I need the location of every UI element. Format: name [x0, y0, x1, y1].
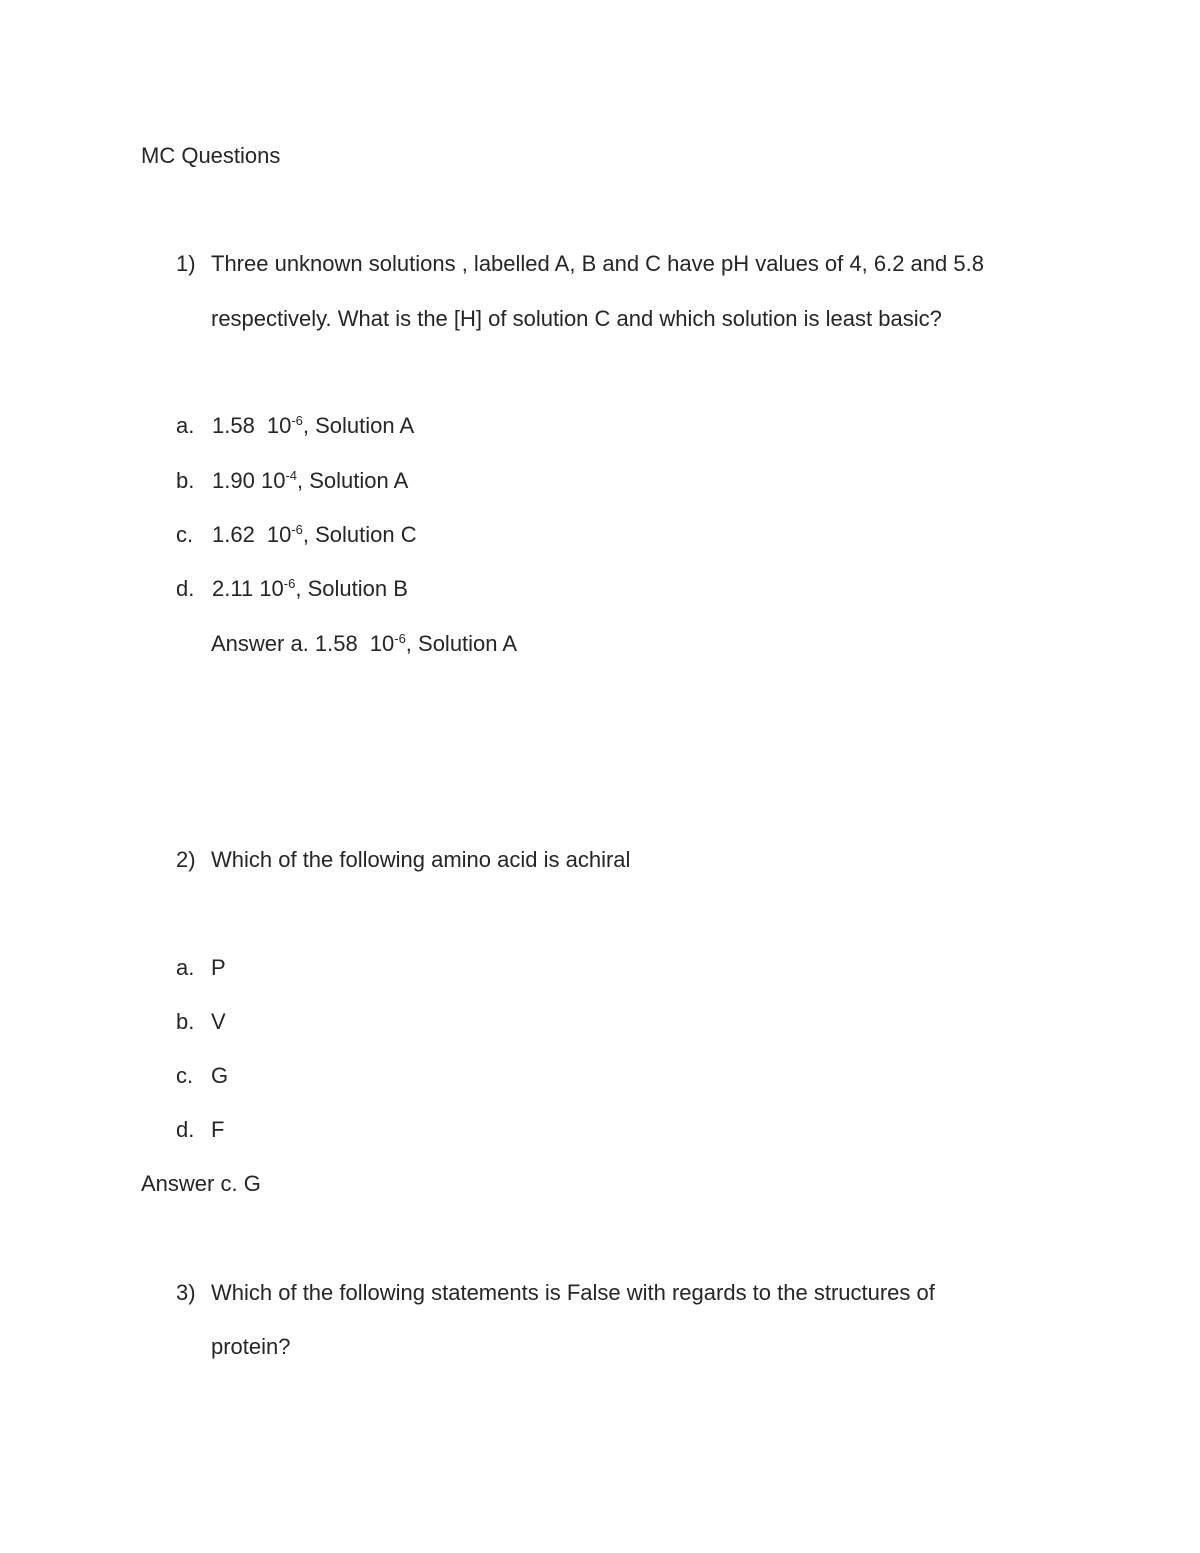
- question-text: protein?: [211, 1334, 291, 1359]
- option-rest: , Solution A: [297, 468, 409, 493]
- option-text: F: [211, 1117, 225, 1142]
- option-text: [212, 468, 408, 497]
- question-text: respectively. What is the [H] of solution C and which solution is least basic?: [211, 306, 942, 331]
- answer-rest: , Solution A: [405, 631, 518, 656]
- option-letter: a.: [176, 413, 195, 438]
- option-mantissa: 2.11: [212, 576, 254, 601]
- answer-line: Answer c. G: [141, 1171, 261, 1196]
- answer-line: [211, 631, 517, 660]
- question-text: Three unknown solutions , labelled A, B and C have pH values of 4, 6.2 and 5.8: [211, 251, 984, 276]
- option-base: 10: [259, 576, 284, 601]
- option-text: G: [211, 1063, 229, 1088]
- option-exponent: -4: [285, 468, 297, 483]
- question-text: Which of the following statements is False with regards to the structures of: [211, 1280, 935, 1305]
- question-number: 2): [176, 847, 196, 872]
- answer-base: 10: [369, 631, 395, 656]
- option-base: 10: [260, 468, 286, 493]
- option-letter: d.: [176, 1117, 195, 1142]
- option-text: [212, 576, 408, 605]
- question-number: 3): [176, 1280, 196, 1305]
- option-text: [212, 522, 417, 551]
- option-text: P: [211, 955, 226, 980]
- option-letter: a.: [176, 955, 195, 980]
- option-base: 10: [266, 413, 292, 438]
- option-mantissa: 1.58: [212, 413, 255, 438]
- option-text: [212, 413, 414, 442]
- option-letter: b.: [176, 1009, 195, 1034]
- question-number: 1): [176, 251, 196, 276]
- option-letter: c.: [176, 1063, 194, 1088]
- answer-prefix: Answer a. 1.58: [211, 631, 358, 656]
- option-rest: , Solution B: [295, 576, 408, 601]
- option-exponent: -6: [283, 576, 296, 591]
- option-rest: , Solution C: [302, 522, 417, 547]
- option-text: V: [211, 1009, 226, 1034]
- option-mantissa: 1.90: [212, 468, 255, 493]
- answer-exponent: -6: [394, 631, 406, 646]
- option-rest: , Solution A: [302, 413, 415, 438]
- option-exponent: -6: [291, 522, 303, 537]
- option-letter: b.: [176, 468, 195, 493]
- option-mantissa: 1.62: [212, 522, 255, 547]
- option-letter: c.: [176, 522, 194, 547]
- question-text: Which of the following amino acid is achiral: [211, 847, 631, 872]
- option-base: 10: [266, 522, 292, 547]
- option-letter: d.: [176, 576, 195, 601]
- document-title: MC Questions: [141, 143, 281, 168]
- option-exponent: -6: [291, 413, 303, 428]
